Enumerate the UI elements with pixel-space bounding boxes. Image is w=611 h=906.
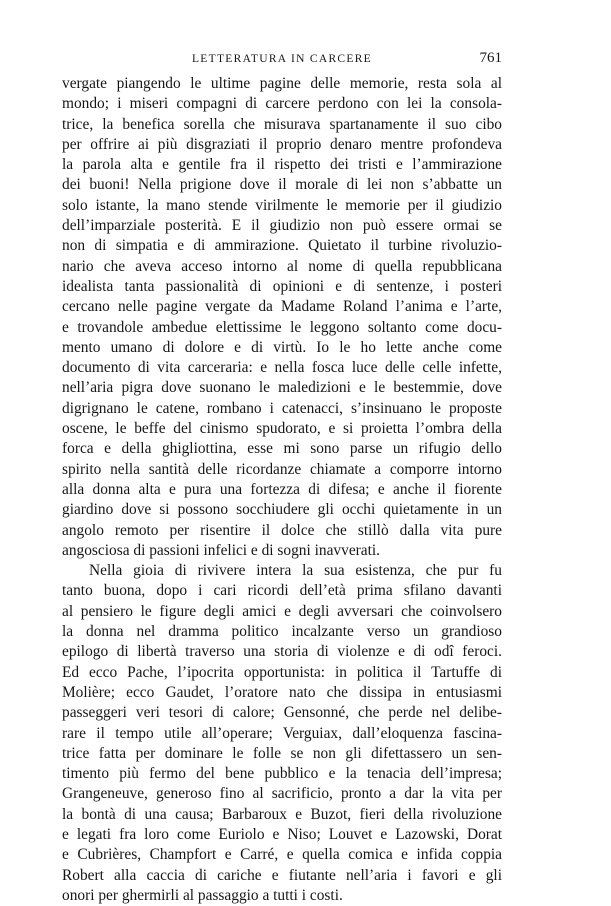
- text-line: passeggeri veri tesori di calore; Gensonné, che perde nel delibe-: [62, 704, 502, 722]
- text-line: trice, la benefica sorella che misurava spartanamente il suo cibo: [62, 115, 502, 133]
- text-line: mondo; i miseri compagni di carcere perdono con lei la consola-: [62, 95, 502, 113]
- paragraph: [62, 74, 502, 561]
- running-title: LETTERATURA IN CARCERE: [191, 53, 372, 65]
- page-number: 761: [479, 50, 502, 66]
- text-line: timento più fermo del bene pubblico e la tenacia dell’impresa;: [62, 765, 502, 783]
- text-line: spirito nella santità delle ricordanze chiamate a comporre intorno: [62, 460, 502, 478]
- text-line: Molière; ecco Gaudet, l’oratore nato che dissipa in entusiasmi: [62, 683, 502, 701]
- text-line: Ed ecco Pache, l’ipocrita opportunista: in politica il Tartuffe di: [62, 663, 502, 681]
- text-line: forca e della ghigliottina, esse mi sono parse un rifugio dello: [62, 440, 502, 458]
- text-line: nell’aria pigra dove suonano le maledizioni e le bestemmie, dove: [62, 379, 502, 397]
- running-head: [62, 50, 502, 72]
- text-line: angosciosa di passioni infelici e di sogni inavverati.: [62, 541, 381, 559]
- text-line: documento di vita carceraria: e nella fosca luce delle celle infette,: [62, 359, 502, 377]
- text-line: vergate piangendo le ultime pagine delle memorie, resta sola al: [62, 75, 502, 92]
- text-line: non di simpatia e di ammirazione. Quietato il turbine rivoluzio-: [62, 237, 502, 255]
- body-text: [62, 74, 502, 906]
- text-line: solo istante, la mano stende virilmente le memorie per il giudizio: [62, 196, 502, 214]
- text-line: per offrire ai più disgraziati il proprio denaro mentre profondeva: [62, 135, 502, 153]
- text-line: digrignano le catene, rombano i catenacci, s’insinuano le proposte: [62, 399, 502, 417]
- text-line: rare il tempo utile all’operare; Verguiax, dall’eloquenza fascina-: [62, 724, 502, 742]
- text-line: onori per ghermirli al passaggio a tutti i costi.: [62, 886, 343, 904]
- text-line: e legati fra loro come Euriolo e Niso; Louvet e Lazowski, Dorat: [62, 825, 502, 843]
- text-line: la bontà di una causa; Barbaroux e Buzot, fieri della rivoluzione: [62, 805, 502, 823]
- text-line: dei buoni! Nella prigione dove il morale di lei non s’abbatte un: [62, 176, 502, 194]
- text-line: Nella gioia di rivivere intera la sua esistenza, che pur fu: [89, 562, 502, 580]
- text-line: la parola alta e gentile fra il rispetto dei tristi e l’ammirazione: [62, 156, 502, 174]
- text-line: la donna nel dramma politico incalzante verso un grandioso: [62, 623, 502, 641]
- text-line: e Cubrières, Champfort e Carré, e quella comica e infida coppia: [62, 846, 502, 864]
- text-line: angolo remoto per risentire il dolce che stillò dalla vita pure: [62, 521, 502, 539]
- text-line: cercano nelle pagine vergate da Madame Roland l’anima e l’arte,: [62, 298, 502, 316]
- text-line: dell’imparziale posterità. E il giudizio non può essere ormai se: [62, 217, 502, 235]
- text-line: tanto buona, dopo i cari ricordi dell’età prima sfilano davanti: [62, 582, 502, 600]
- text-line: epilogo di libertà traverso una storia di violenze e di odî feroci.: [62, 643, 502, 661]
- text-line: al pensiero le figure degli amici e degli avversari che coinvolsero: [62, 602, 502, 620]
- text-line: alla donna alta e pura una fortezza di difesa; e anche il fiorente: [62, 480, 502, 498]
- paragraph: [62, 561, 502, 906]
- text-line: e trovandole ambedue elettissime le leggono soltanto come docu-: [62, 318, 502, 336]
- text-line: Robert alla caccia di cariche e fiutante nell’aria i favori e gli: [62, 866, 502, 884]
- text-line: mento umano di dolore e di virtù. Io le ho lette anche come: [62, 338, 502, 356]
- text-line: Grangeneuve, generoso fino al sacrificio, pronto a dar la vita per: [62, 785, 502, 803]
- text-line: idealista tanta passionalità di opinioni e di sentenze, i posteri: [62, 277, 502, 295]
- text-line: trice fatta per dominare le folle se non gli difettassero un sen-: [62, 744, 502, 762]
- text-line: oscene, le beffe del cinismo spudorato, e si proietta l’ombra della: [62, 420, 502, 438]
- text-line: nario che aveva acceso intorno al nome di quella repubblicana: [62, 257, 502, 275]
- text-line: giardino dove si possono socchiudere gli occhi quietamente in un: [62, 501, 502, 519]
